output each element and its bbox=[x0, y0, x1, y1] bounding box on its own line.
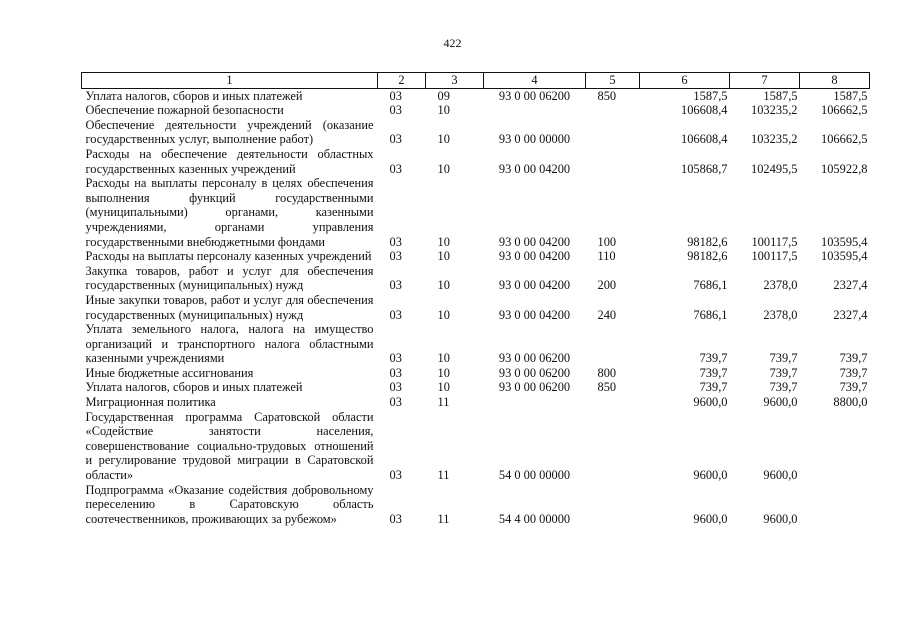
table-row bbox=[82, 176, 870, 249]
row-amount-year-3 bbox=[800, 410, 870, 483]
row-section: 03 bbox=[389, 278, 402, 293]
row-amount-year-3: 103595,4 bbox=[821, 249, 868, 264]
row-subsection: 10 bbox=[437, 351, 450, 366]
row-subsection: 10 bbox=[437, 234, 450, 249]
row-amount-year-3 bbox=[800, 483, 870, 527]
row-name: Подпрограмма «Оказание содействия добровольному переселению в Саратовскую область соотечественников, проживающих за рубежом» bbox=[85, 482, 374, 526]
row-expense-type bbox=[586, 118, 640, 147]
row-name: Уплата земельного налога, налога на имущество организаций и транспортного налога областными казенными учреждениями bbox=[85, 322, 374, 366]
table-row bbox=[82, 88, 870, 103]
table-row bbox=[82, 410, 870, 483]
row-expense-type: 850 bbox=[597, 88, 617, 103]
row-amount-year-1: 9600,0 bbox=[693, 511, 728, 526]
row-name: Государственная программа Саратовской области «Содействие занятости населения, совершенствование социально-трудовых отношений и регулирование трудовой миграции в Саратовской области» bbox=[85, 409, 374, 483]
row-amount-year-1: 9600,0 bbox=[693, 468, 728, 483]
row-subsection: 10 bbox=[437, 103, 450, 118]
table-row bbox=[82, 380, 870, 395]
row-amount-year-3: 739,7 bbox=[839, 380, 868, 395]
row-subsection: 10 bbox=[437, 307, 450, 322]
row-target-article: 93 0 00 06200 bbox=[498, 380, 571, 395]
table-row bbox=[82, 293, 870, 322]
row-amount-year-1: 106608,4 bbox=[681, 132, 728, 147]
table-row bbox=[82, 322, 870, 366]
row-name: Уплата налогов, сборов и иных платежей bbox=[85, 88, 303, 103]
row-subsection: 10 bbox=[437, 278, 450, 293]
row-section: 03 bbox=[389, 468, 402, 483]
page-number: 422 bbox=[443, 36, 462, 50]
row-subsection: 11 bbox=[437, 395, 450, 410]
row-section: 03 bbox=[389, 365, 402, 380]
row-target-article bbox=[484, 395, 586, 410]
budget-table bbox=[81, 72, 870, 526]
row-section: 03 bbox=[389, 103, 402, 118]
row-amount-year-1: 739,7 bbox=[699, 365, 728, 380]
row-name: Обеспечение пожарной безопасности bbox=[85, 103, 284, 118]
row-amount-year-1: 739,7 bbox=[699, 351, 728, 366]
row-amount-year-2: 102495,5 bbox=[751, 161, 798, 176]
col-header-section: 2 bbox=[378, 73, 426, 89]
col-header-year-3: 8 bbox=[800, 73, 870, 89]
row-amount-year-3: 106662,5 bbox=[821, 132, 868, 147]
row-section: 03 bbox=[389, 307, 402, 322]
column-number-header bbox=[82, 73, 870, 89]
table-row bbox=[82, 264, 870, 293]
row-amount-year-2: 2378,0 bbox=[763, 307, 798, 322]
row-section: 03 bbox=[389, 88, 402, 103]
row-name: Миграционная политика bbox=[85, 395, 216, 410]
row-subsection: 10 bbox=[437, 249, 450, 264]
row-amount-year-3: 2327,4 bbox=[833, 307, 868, 322]
row-amount-year-2: 100117,5 bbox=[751, 234, 798, 249]
table-row bbox=[82, 103, 870, 118]
row-target-article: 93 0 00 04200 bbox=[498, 234, 571, 249]
row-target-article: 54 0 00 00000 bbox=[498, 468, 571, 483]
row-target-article: 93 0 00 06200 bbox=[498, 88, 571, 103]
row-expense-type bbox=[586, 395, 640, 410]
row-amount-year-3: 2327,4 bbox=[833, 278, 868, 293]
row-target-article: 93 0 00 06200 bbox=[498, 351, 571, 366]
row-target-article: 93 0 00 06200 bbox=[498, 365, 571, 380]
row-section: 03 bbox=[389, 234, 402, 249]
row-target-article: 54 4 00 00000 bbox=[498, 511, 571, 526]
row-amount-year-1: 7686,1 bbox=[693, 307, 728, 322]
row-subsection: 09 bbox=[437, 88, 450, 103]
row-amount-year-2: 9600,0 bbox=[763, 395, 798, 410]
row-section: 03 bbox=[389, 161, 402, 176]
row-subsection: 10 bbox=[437, 161, 450, 176]
row-amount-year-2: 103235,2 bbox=[751, 132, 798, 147]
row-amount-year-1: 98182,6 bbox=[687, 234, 728, 249]
row-amount-year-3: 8800,0 bbox=[833, 395, 868, 410]
table-row bbox=[82, 395, 870, 410]
row-name: Закупка товаров, работ и услуг для обеспечения государственных (муниципальных) нужд bbox=[85, 263, 374, 293]
col-header-year-2: 7 bbox=[730, 73, 800, 89]
row-expense-type bbox=[586, 410, 640, 483]
row-section: 03 bbox=[389, 351, 402, 366]
row-expense-type bbox=[586, 322, 640, 366]
row-amount-year-2: 2378,0 bbox=[763, 278, 798, 293]
row-target-article: 93 0 00 00000 bbox=[498, 132, 571, 147]
row-amount-year-3: 739,7 bbox=[839, 365, 868, 380]
row-subsection: 11 bbox=[437, 511, 450, 526]
row-amount-year-1: 98182,6 bbox=[687, 249, 728, 264]
row-expense-type bbox=[586, 147, 640, 176]
row-section: 03 bbox=[389, 380, 402, 395]
row-name: Иные бюджетные ассигнования bbox=[85, 365, 254, 380]
row-subsection: 10 bbox=[437, 132, 450, 147]
row-expense-type bbox=[586, 483, 640, 527]
row-amount-year-2: 1587,5 bbox=[763, 88, 798, 103]
row-target-article: 93 0 00 04200 bbox=[498, 161, 571, 176]
row-expense-type: 240 bbox=[597, 307, 617, 322]
table-row bbox=[82, 366, 870, 381]
row-target-article: 93 0 00 04200 bbox=[498, 307, 571, 322]
row-expense-type: 110 bbox=[597, 249, 616, 264]
row-section: 03 bbox=[389, 132, 402, 147]
row-amount-year-1: 1587,5 bbox=[693, 88, 728, 103]
row-subsection: 11 bbox=[437, 468, 450, 483]
row-target-article: 93 0 00 04200 bbox=[498, 249, 571, 264]
row-subsection: 10 bbox=[437, 380, 450, 395]
row-name: Уплата налогов, сборов и иных платежей bbox=[85, 380, 303, 395]
row-target-article: 93 0 00 04200 bbox=[498, 278, 571, 293]
col-header-target-article: 4 bbox=[484, 73, 586, 89]
row-section: 03 bbox=[389, 395, 402, 410]
table-row bbox=[82, 249, 870, 264]
row-amount-year-1: 105868,7 bbox=[681, 161, 728, 176]
row-target-article bbox=[484, 103, 586, 118]
row-amount-year-3: 1587,5 bbox=[833, 88, 868, 103]
row-name: Расходы на выплаты персоналу казенных учреждений bbox=[85, 249, 372, 264]
row-amount-year-3: 739,7 bbox=[839, 351, 868, 366]
row-subsection: 10 bbox=[437, 365, 450, 380]
row-amount-year-1: 739,7 bbox=[699, 380, 728, 395]
row-amount-year-2: 739,7 bbox=[769, 351, 798, 366]
table-row bbox=[82, 483, 870, 527]
table-row bbox=[82, 118, 870, 147]
row-amount-year-2: 100117,5 bbox=[751, 249, 798, 264]
col-header-subsection: 3 bbox=[426, 73, 484, 89]
row-amount-year-3: 106662,5 bbox=[821, 103, 868, 118]
row-amount-year-2: 9600,0 bbox=[763, 468, 798, 483]
row-name: Иные закупки товаров, работ и услуг для обеспечения государственных (муниципальных) нужд bbox=[85, 292, 374, 322]
row-expense-type: 200 bbox=[597, 278, 617, 293]
row-section: 03 bbox=[389, 511, 402, 526]
row-amount-year-1: 7686,1 bbox=[693, 278, 728, 293]
row-amount-year-2: 9600,0 bbox=[763, 511, 798, 526]
row-amount-year-3: 103595,4 bbox=[821, 234, 868, 249]
row-expense-type: 800 bbox=[597, 365, 617, 380]
row-amount-year-2: 739,7 bbox=[769, 365, 798, 380]
row-amount-year-2: 103235,2 bbox=[751, 103, 798, 118]
row-expense-type: 100 bbox=[597, 234, 617, 249]
table-row bbox=[82, 147, 870, 176]
row-expense-type: 850 bbox=[597, 380, 617, 395]
col-header-year-1: 6 bbox=[640, 73, 730, 89]
row-name: Расходы на обеспечение деятельности областных государственных казенных учреждений bbox=[85, 146, 374, 176]
row-amount-year-2: 739,7 bbox=[769, 380, 798, 395]
row-amount-year-1: 9600,0 bbox=[693, 395, 728, 410]
row-amount-year-3: 105922,8 bbox=[821, 161, 868, 176]
row-name: Обеспечение деятельности учреждений (оказание государственных услуг, выполнение работ) bbox=[85, 117, 374, 147]
col-header-expense-type: 5 bbox=[586, 73, 640, 89]
row-name: Расходы на выплаты персоналу в целях обеспечения выполнения функций государственными (муниципальными) органами, казенными учреждениями, органами управления государственными внебюджетными фондами bbox=[85, 176, 374, 249]
row-section: 03 bbox=[389, 249, 402, 264]
row-amount-year-1: 106608,4 bbox=[681, 103, 728, 118]
col-header-name: 1 bbox=[82, 73, 378, 89]
row-expense-type bbox=[586, 103, 640, 118]
